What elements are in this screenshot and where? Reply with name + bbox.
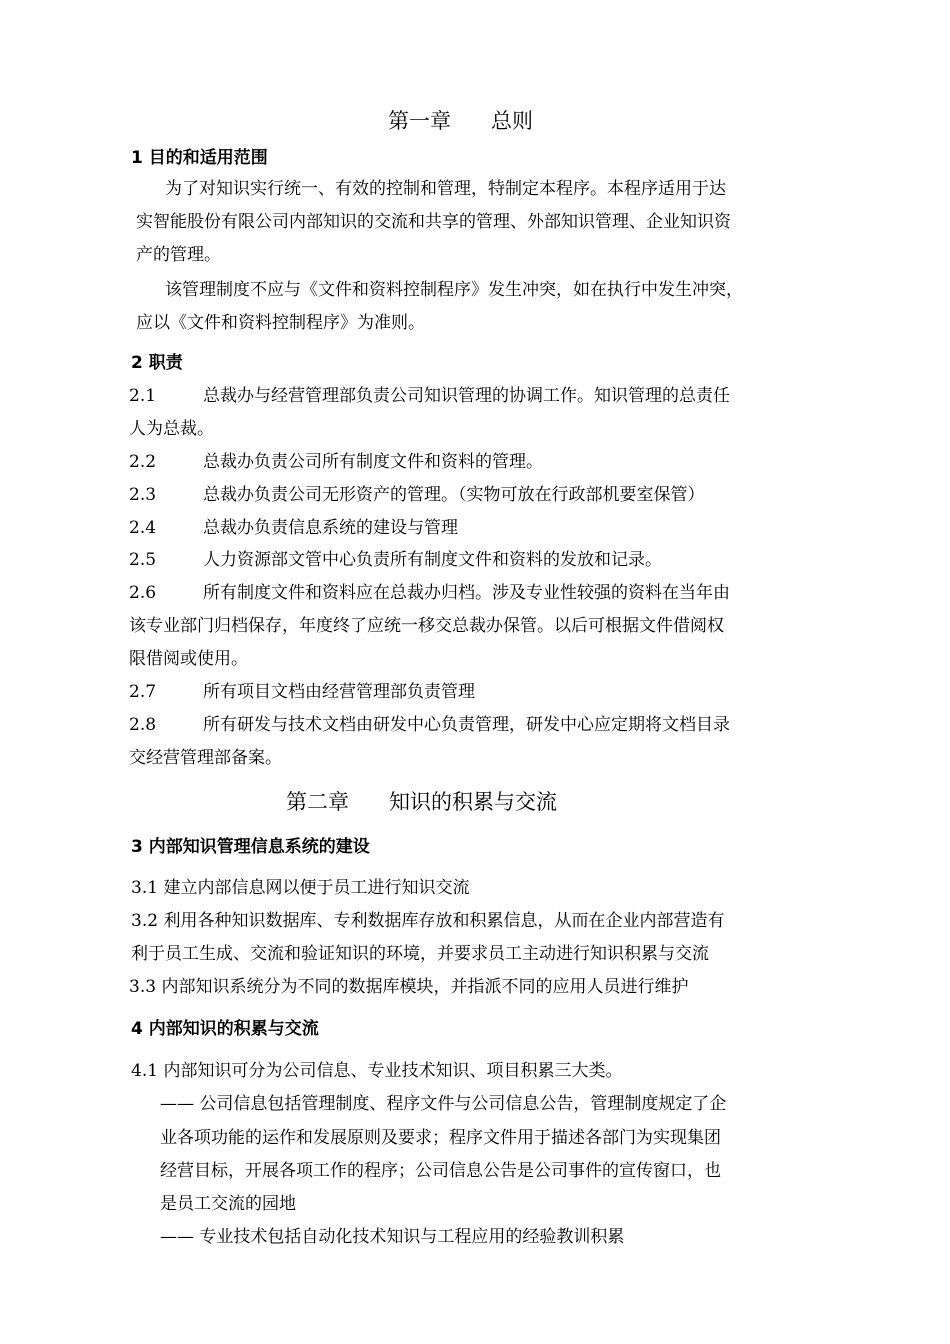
paragraph-line: 产的管理。 xyxy=(136,245,221,265)
item-number: 2.5 xyxy=(129,550,157,570)
paragraph-line: 3.1 建立内部信息网以便于员工进行知识交流 xyxy=(131,878,470,898)
bullet-line: 是员工交流的园地 xyxy=(160,1194,296,1214)
item-number: 2.6 xyxy=(129,583,157,603)
paragraph-line: 3.2 利用各种知识数据库、专利数据库存放和积累信息，从而在企业内部营造有 xyxy=(131,911,725,931)
section-1-heading: 1 目的和适用范围 xyxy=(131,148,268,168)
item-number: 2.1 xyxy=(129,386,157,406)
paragraph-line: 利于员工生成、交流和验证知识的环境，并要求员工主动进行知识积累与交流 xyxy=(131,944,709,964)
item-text: 所有研发与技术文档由研发中心负责管理，研发中心应定期将文档目录 xyxy=(203,715,730,735)
paragraph-line: 3.3 内部知识系统分为不同的数据库模块，并指派不同的应用人员进行维护 xyxy=(129,977,689,997)
item-continuation: 交经营管理部备案。 xyxy=(129,748,282,768)
item-text: 所有制度文件和资料应在总裁办归档。涉及专业性较强的资料在当年由 xyxy=(203,583,730,603)
item-continuation: 该专业部门归档保存，年度终了应统一移交总裁办保管。以后可根据文件借阅权 xyxy=(129,616,724,636)
item-text: 总裁办负责公司所有制度文件和资料的管理。 xyxy=(203,452,543,472)
chapter-2-title: 第二章 知识的积累与交流 xyxy=(286,790,558,814)
paragraph-line: 为了对知识实行统一、有效的控制和管理，特制定本程序。本程序适用于达 xyxy=(165,179,726,199)
item-continuation: 限借阅或使用。 xyxy=(129,649,248,669)
bullet-line: —— 公司信息包括管理制度、程序文件与公司信息公告，管理制度规定了企 xyxy=(160,1094,727,1114)
bullet-line: 经营目标，开展各项工作的程序；公司信息公告是公司事件的宣传窗口，也 xyxy=(160,1161,721,1181)
item-text: 总裁办负责信息系统的建设与管理 xyxy=(203,518,458,538)
bullet-line: —— 专业技术包括自动化技术知识与工程应用的经验教训积累 xyxy=(160,1227,625,1247)
section-4-heading: 4 内部知识的积累与交流 xyxy=(131,1019,319,1039)
paragraph-line: 4.1 内部知识可分为公司信息、专业技术知识、项目积累三大类。 xyxy=(131,1061,623,1081)
item-number: 2.8 xyxy=(129,715,157,735)
item-continuation: 人为总裁。 xyxy=(129,419,214,439)
item-text: 所有项目文档由经营管理部负责管理 xyxy=(203,682,475,702)
item-text: 总裁办负责公司无形资产的管理。（实物可放在行政部机要室保管） xyxy=(203,485,705,505)
bullet-line: 业各项功能的运作和发展原则及要求；程序文件用于描述各部门为实现集团 xyxy=(160,1128,721,1148)
section-2-heading: 2 职责 xyxy=(131,353,183,373)
paragraph-line: 实智能股份有限公司内部知识的交流和共享的管理、外部知识管理、企业知识资 xyxy=(136,212,731,232)
item-number: 2.3 xyxy=(129,485,157,505)
paragraph-line: 该管理制度不应与《文件和资料控制程序》发生冲突，如在执行中发生冲突， xyxy=(165,280,743,300)
item-text: 人力资源部文管中心负责所有制度文件和资料的发放和记录。 xyxy=(203,550,662,570)
section-3-heading: 3 内部知识管理信息系统的建设 xyxy=(131,837,370,857)
item-number: 2.2 xyxy=(129,452,157,472)
item-number: 2.4 xyxy=(129,518,157,538)
item-number: 2.7 xyxy=(129,682,157,702)
item-text: 总裁办与经营管理部负责公司知识管理的协调工作。知识管理的总责任 xyxy=(203,386,730,406)
chapter-1-title: 第一章 总则 xyxy=(388,109,534,133)
paragraph-line: 应以《文件和资料控制程序》为准则。 xyxy=(136,313,425,333)
